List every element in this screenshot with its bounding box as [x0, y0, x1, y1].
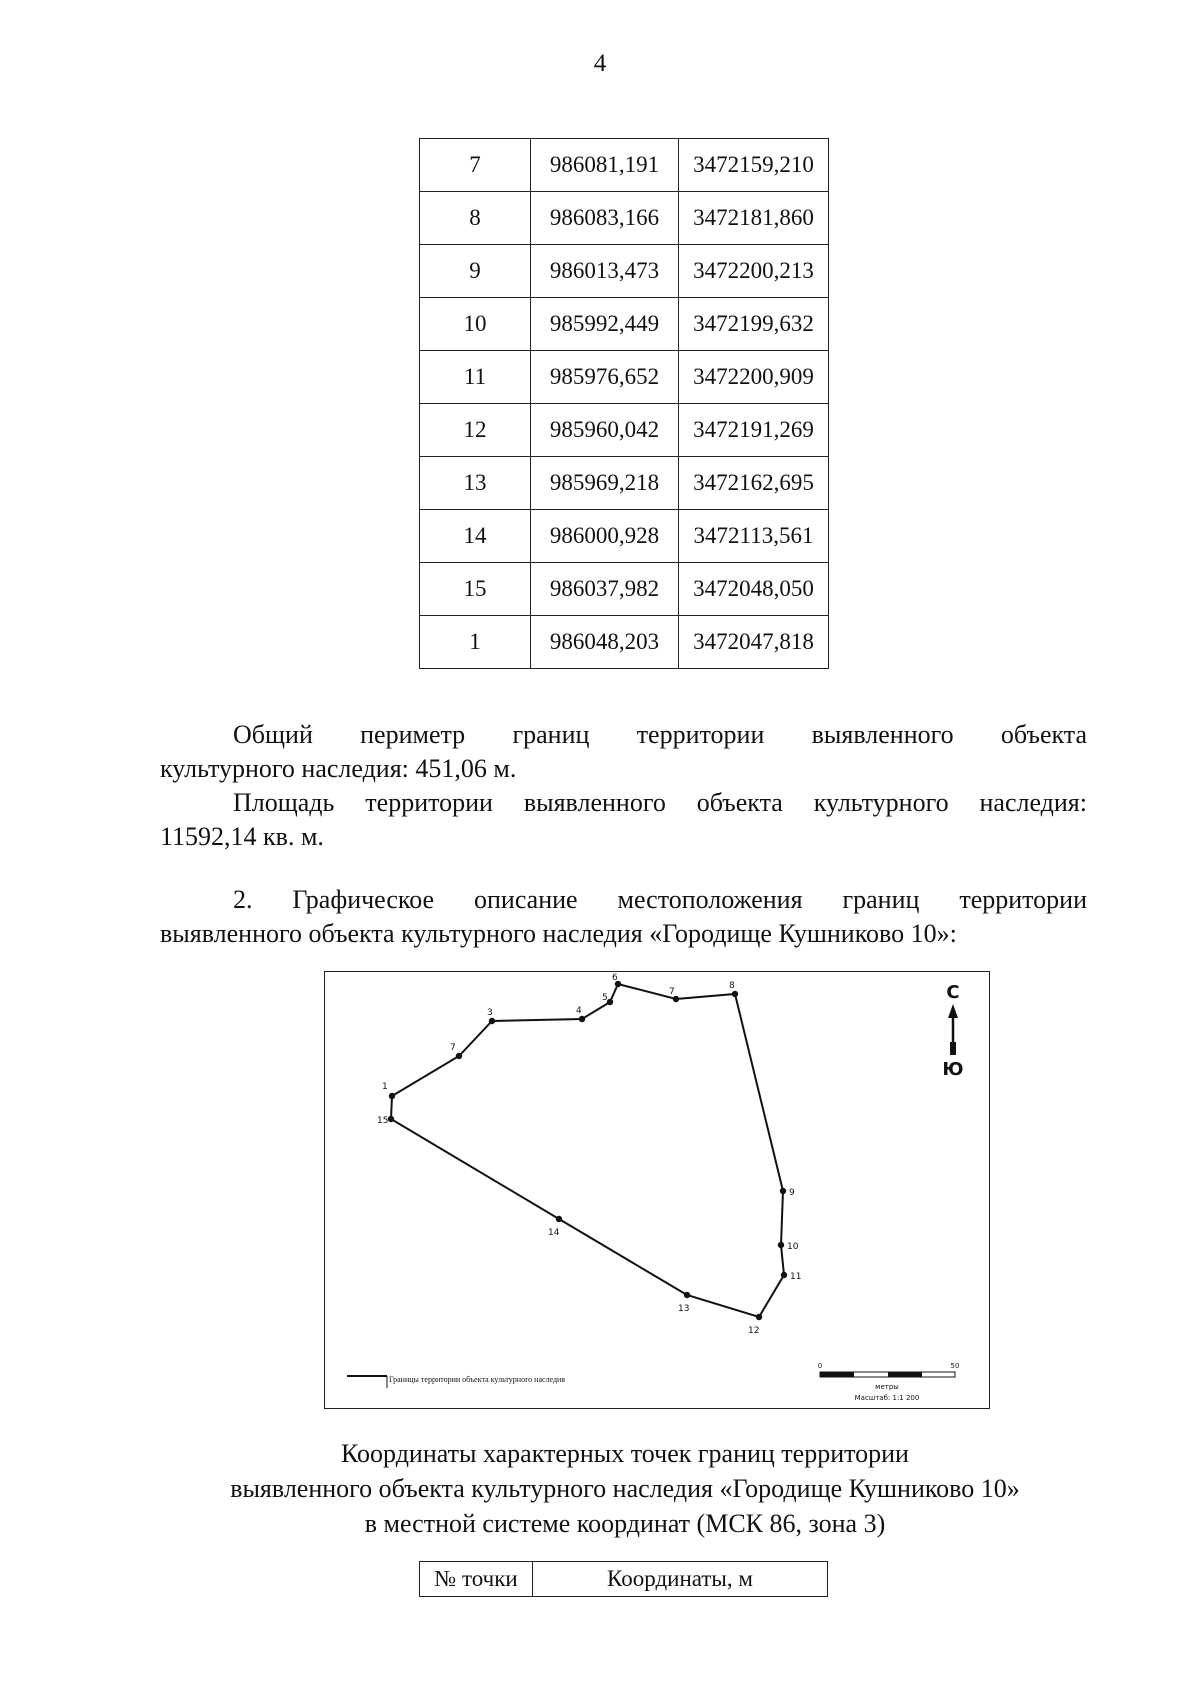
table-row: [420, 139, 829, 192]
caption-line-3: в местной системе координат (МСК 86, зона 3): [364, 1509, 886, 1538]
table-row: [420, 351, 829, 404]
boundary-point-marker: [607, 999, 613, 1005]
scale-text: Масштаб: 1:1 200: [854, 1394, 920, 1402]
point-number-cell: 7: [420, 139, 531, 192]
coord-x-cell: 985976,652: [531, 351, 679, 404]
boundary-point-label: 13: [678, 1304, 690, 1314]
point-number-cell: 13: [420, 457, 531, 510]
point-number-cell: 1: [420, 616, 531, 669]
perimeter-line-2: культурного наследия: 451,06 м.: [160, 754, 517, 783]
boundary-point-marker: [579, 1016, 585, 1022]
coord-x-cell: 985969,218: [531, 457, 679, 510]
boundary-point-marker: [756, 1314, 762, 1320]
scale-units: метры: [875, 1383, 899, 1391]
coord-y-cell: 3472159,210: [679, 139, 829, 192]
coord-x-cell: 986037,982: [531, 563, 679, 616]
coordinates-table: [419, 138, 829, 669]
table-row: [420, 510, 829, 563]
page-number: 4: [593, 50, 607, 77]
area-line-1: Площадь территории выявленного объекта культурного наследия:: [233, 788, 1087, 817]
scale-zero: 0: [817, 1362, 823, 1370]
table-row: [420, 616, 829, 669]
coord-x-cell: 986000,928: [531, 510, 679, 563]
point-number-cell: 12: [420, 404, 531, 457]
coordinates-header-table: [419, 1561, 828, 1597]
boundary-point-marker: [456, 1053, 462, 1059]
map-legend: [347, 1375, 565, 1388]
scale-max: 50: [950, 1362, 960, 1370]
table-row: [420, 192, 829, 245]
caption-line-2: выявленного объекта культурного наследия «Городище Кушниково 10»: [230, 1474, 1020, 1503]
compass-north-label: С: [946, 982, 960, 1003]
point-number-cell: 10: [420, 298, 531, 351]
boundary-polygon: [391, 984, 784, 1317]
coord-y-cell: 3472113,561: [679, 510, 829, 563]
coord-y-cell: 3472181,860: [679, 192, 829, 245]
point-number-cell: 8: [420, 192, 531, 245]
coord-x-cell: 986081,191: [531, 139, 679, 192]
point-number-cell: 14: [420, 510, 531, 563]
compass-south-label: Ю: [942, 1059, 964, 1080]
section2-line-1: 2. Графическое описание местоположения границ территории: [233, 885, 1087, 914]
table-row: [420, 245, 829, 298]
boundary-point-label: 14: [548, 1228, 560, 1238]
boundary-point-label: 7: [450, 1043, 456, 1053]
table-row: [420, 457, 829, 510]
boundary-point-marker: [732, 991, 738, 997]
perimeter-line-1: Общий периметр границ территории выявленного объекта: [233, 720, 1087, 749]
boundary-point-marker: [389, 1093, 395, 1099]
coord-x-cell: 986013,473: [531, 245, 679, 298]
table-row: [420, 563, 829, 616]
north-arrow-icon: [942, 982, 963, 1080]
map-canvas: [325, 972, 991, 1410]
table-row: [420, 298, 829, 351]
boundary-point-marker: [556, 1216, 562, 1222]
boundary-point-label: 12: [748, 1326, 760, 1336]
coord-y-cell: 3472047,818: [679, 616, 829, 669]
caption-line-1: Координаты характерных точек границ территории: [341, 1439, 909, 1468]
boundary-point-label: 6: [612, 973, 618, 983]
boundary-point-label: 5: [602, 993, 608, 1003]
boundary-point-marker: [684, 1292, 690, 1298]
coord-y-cell: 3472162,695: [679, 457, 829, 510]
boundary-point-label: 3: [487, 1008, 493, 1018]
boundary-point-label: 1: [382, 1082, 388, 1092]
boundary-point-label: 8: [729, 981, 735, 991]
coord-y-cell: 3472048,050: [679, 563, 829, 616]
boundary-point-marker: [388, 1116, 394, 1122]
point-number-cell: 11: [420, 351, 531, 404]
table-row: [420, 404, 829, 457]
coord-x-cell: 986083,166: [531, 192, 679, 245]
coord-x-cell: 986048,203: [531, 616, 679, 669]
coord-y-cell: 3472199,632: [679, 298, 829, 351]
header-point-number: № точки: [420, 1562, 533, 1597]
header-coordinates: Координаты, м: [533, 1562, 828, 1597]
boundary-point-marker: [778, 1242, 784, 1248]
coord-x-cell: 985960,042: [531, 404, 679, 457]
boundary-point-label: 4: [576, 1006, 582, 1016]
coord-y-cell: 3472191,269: [679, 404, 829, 457]
boundary-point-label: 11: [790, 1272, 802, 1282]
scale-bar: [818, 1362, 960, 1402]
boundary-point-label: 9: [789, 1188, 795, 1198]
area-line-2: 11592,14 кв. м.: [160, 822, 324, 851]
coord-y-cell: 3472200,909: [679, 351, 829, 404]
point-number-cell: 15: [420, 563, 531, 616]
boundary-point-marker: [780, 1188, 786, 1194]
boundary-point-label: 10: [787, 1242, 799, 1252]
boundary-point-label: 7: [669, 987, 675, 997]
legend-text: Границы территории объекта культурного наследия: [389, 1375, 566, 1384]
section2-line-2: выявленного объекта культурного наследия «Городище Кушниково 10»:: [160, 919, 957, 948]
boundary-map: [324, 971, 990, 1409]
coord-y-cell: 3472200,213: [679, 245, 829, 298]
boundary-point-marker: [489, 1018, 495, 1024]
coord-x-cell: 985992,449: [531, 298, 679, 351]
coordinates-caption: [0, 1436, 1200, 1541]
boundary-point-label: 15: [377, 1116, 389, 1126]
boundary-point-marker: [781, 1272, 787, 1278]
point-number-cell: 9: [420, 245, 531, 298]
